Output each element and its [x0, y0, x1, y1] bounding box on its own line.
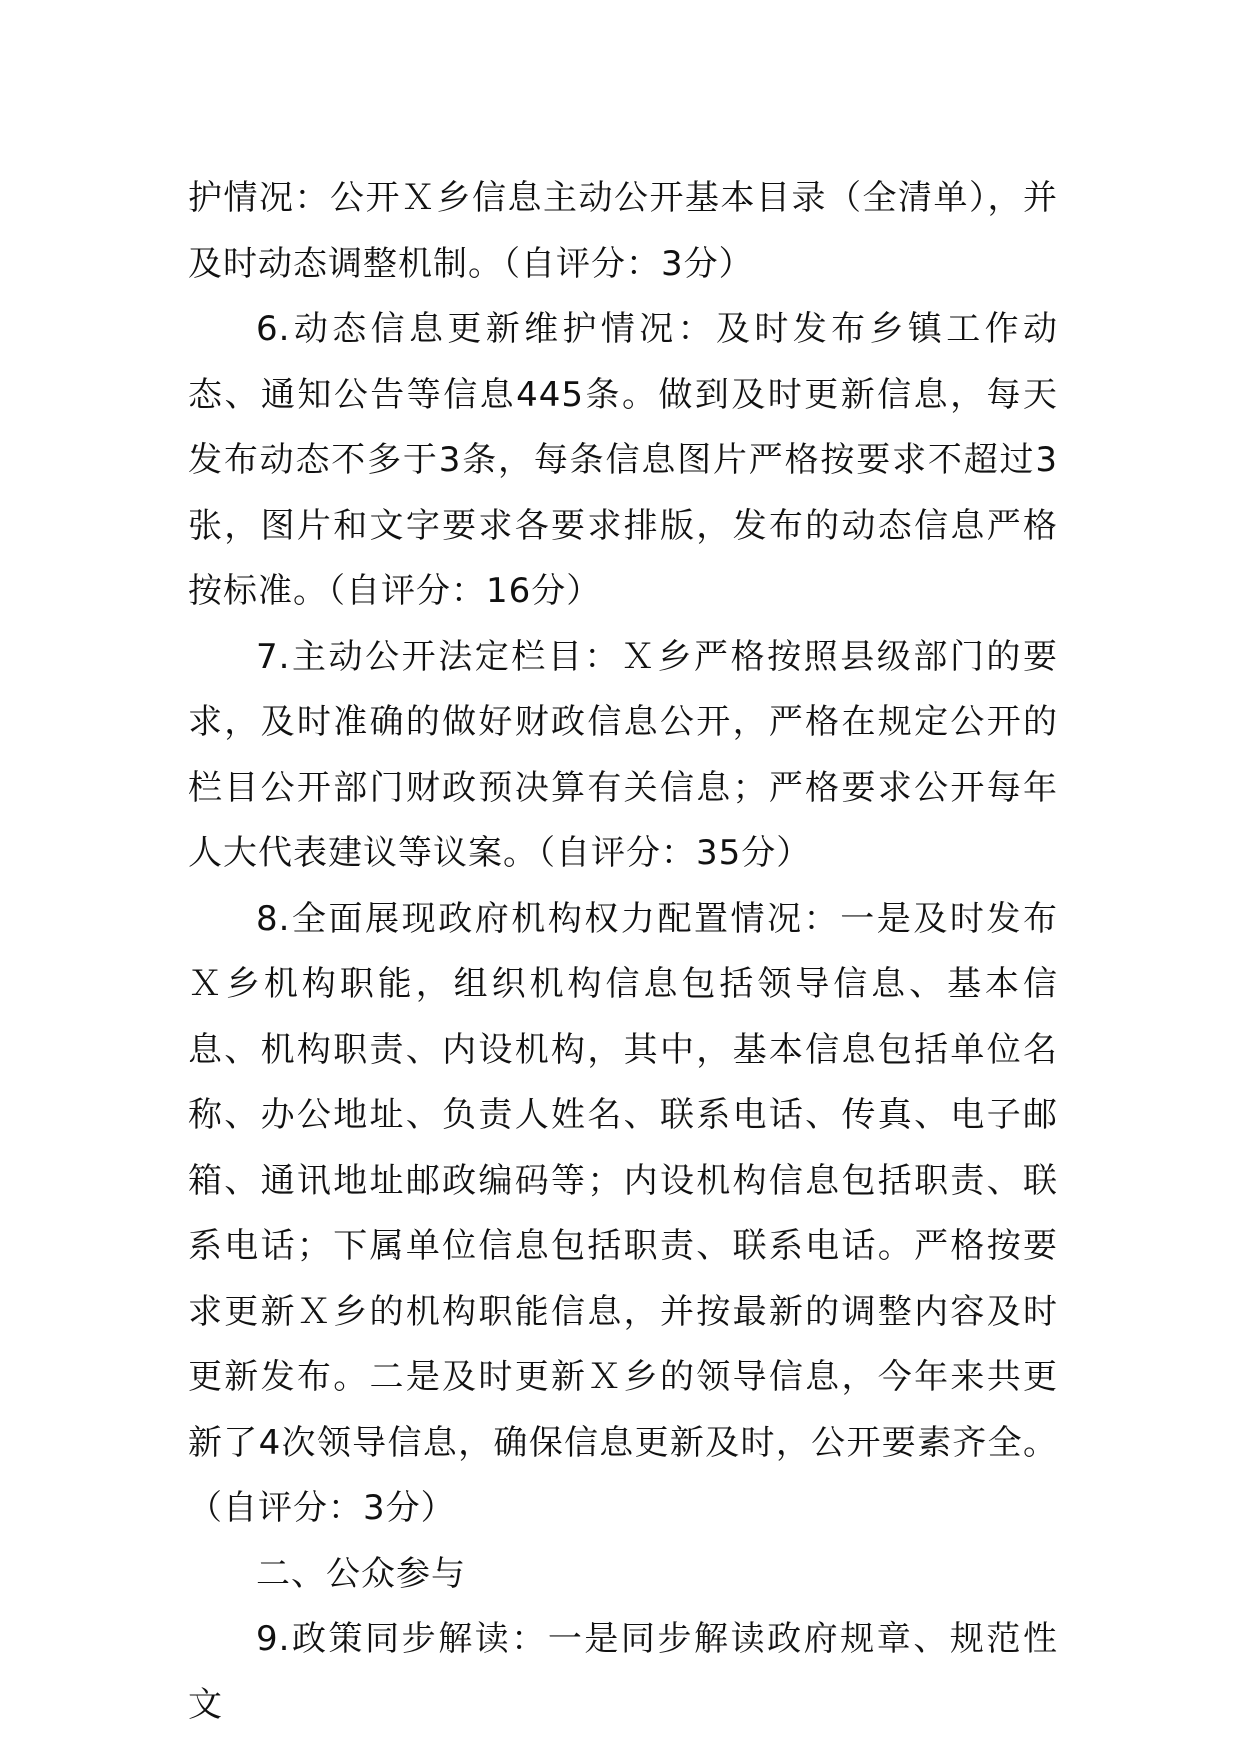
- paragraph-item-9: 9.政策同步解读：一是同步解读政府规章、规范性文: [188, 1619, 1058, 1725]
- document-body: [188, 166, 1058, 1738]
- section-heading-public-participation: 二、公众参与: [256, 1553, 466, 1594]
- paragraph-item-8: 8.全面展现政府机构权力配置情况：一是及时发布Ｘ乡机构职能，组织机构信息包括领导信息、基本信息、机构职责、内设机构，其中，基本信息包括单位名称、办公地址、负责人姓名、联系电话、传真、电子邮箱、通讯地址邮政编码等；内设机构信息包括职责、联系电话；下属单位信息包括职责、联系电话。严格按要求更新Ｘ乡的机构职能信息，并按最新的调整内容及时更新发布。二是及时更新Ｘ乡的领导信息，今年来共更新了4次领导信息，确保信息更新及时，公开要素齐全。（自评分：3分）: [188, 898, 1058, 1528]
- paragraph-item-6: 6.动态信息更新维护情况：及时发布乡镇工作动态、通知公告等信息445条。做到及时更新信息，每天发布动态不多于3条，每条信息图片严格按要求不超过3张，图片和文字要求各要求排版，发布的动态信息严格按标准。（自评分：16分）: [188, 309, 1058, 611]
- paragraph-continuation: 护情况：公开Ｘ乡信息主动公开基本目录（全清单），并及时动态调整机制。（自评分：3分）: [188, 178, 1058, 284]
- paragraph-item-7: 7.主动公开法定栏目：Ｘ乡严格按照县级部门的要求，及时准确的做好财政信息公开，严格在规定公开的栏目公开部门财政预决算有关信息；严格要求公开每年人大代表建议等议案。（自评分：35分）: [188, 636, 1058, 873]
